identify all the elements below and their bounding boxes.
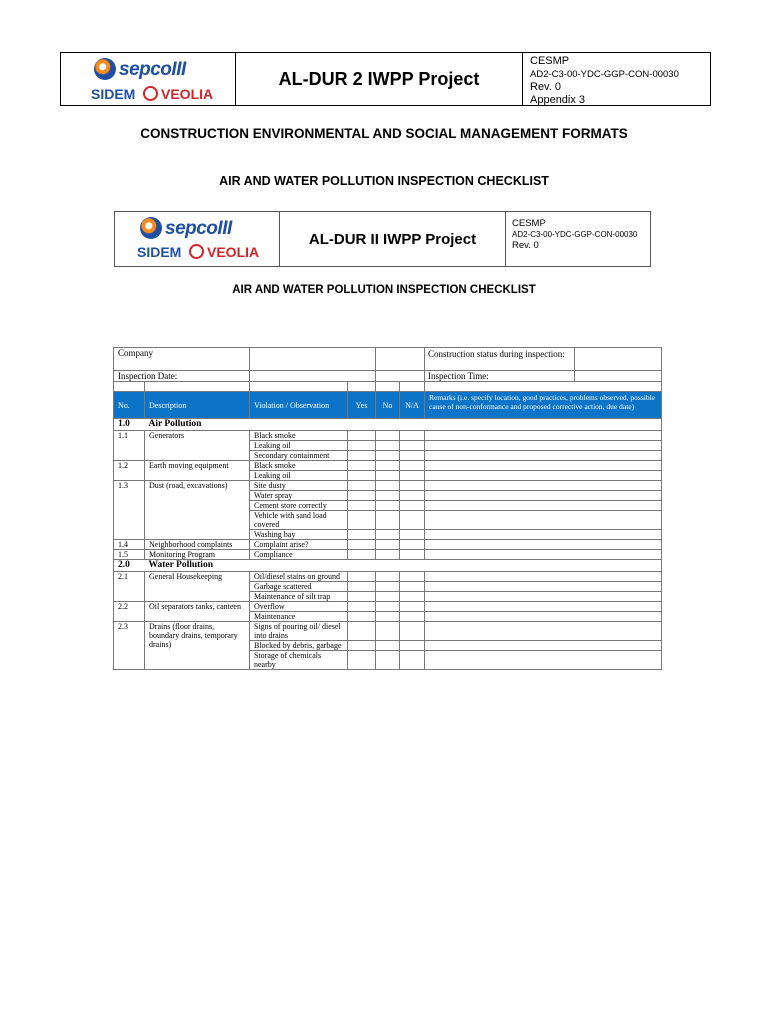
blank-cell [114, 382, 145, 392]
col-header-yes: Yes [348, 392, 376, 419]
na-cell[interactable] [400, 641, 425, 651]
logo-brand-text: sepcoIII [119, 59, 186, 80]
item-description: Earth moving equipment [145, 461, 250, 481]
status-label-spacer [376, 348, 425, 371]
na-cell[interactable] [400, 431, 425, 441]
observation: Compliance [250, 550, 348, 560]
remarks-cell[interactable] [425, 612, 662, 622]
na-cell[interactable] [400, 471, 425, 481]
na-cell[interactable] [400, 612, 425, 622]
na-cell[interactable] [400, 441, 425, 451]
observation: Leaking oil [250, 471, 348, 481]
remarks-cell[interactable] [425, 592, 662, 602]
remarks-cell[interactable] [425, 530, 662, 540]
na-cell[interactable] [400, 511, 425, 530]
remarks-cell[interactable] [425, 651, 662, 670]
yes-cell[interactable] [348, 612, 376, 622]
remarks-cell[interactable] [425, 602, 662, 612]
embedded-header [114, 211, 651, 267]
no-cell[interactable] [376, 582, 400, 592]
na-cell[interactable] [400, 451, 425, 461]
ref-appendix: Appendix 3 [530, 94, 586, 106]
time-value-field[interactable] [575, 371, 661, 381]
veolia-mark-icon [143, 86, 158, 101]
observation: Oil/diesel stains on ground [250, 572, 348, 582]
yes-cell[interactable] [348, 451, 376, 461]
observation: Site dusty [250, 481, 348, 491]
section-title: Air Pollution [145, 419, 425, 431]
date-value-field[interactable] [250, 371, 376, 382]
embedded-sepco-swirl-icon [140, 217, 162, 239]
table-row [114, 622, 662, 641]
col-header-no-col: No [376, 392, 400, 419]
yes-cell[interactable] [348, 491, 376, 501]
date-row [114, 371, 662, 382]
remarks-cell[interactable] [425, 622, 662, 641]
item-description: General Housekeeping [145, 572, 250, 602]
no-cell[interactable] [376, 612, 400, 622]
observation: Maintenance [250, 612, 348, 622]
sepco-swirl-icon [94, 58, 116, 80]
item-number: 1.4 [114, 540, 145, 550]
company-label: Company [114, 348, 250, 371]
embedded-ref-rev: Rev. 0 [512, 240, 539, 251]
yes-cell[interactable] [348, 582, 376, 592]
no-cell[interactable] [376, 441, 400, 451]
company-value-field[interactable] [250, 348, 376, 371]
remarks-cell[interactable] [425, 471, 662, 481]
item-description: Monitoring Program [145, 550, 250, 560]
table-row [114, 431, 662, 441]
remarks-cell[interactable] [425, 582, 662, 592]
na-cell[interactable] [400, 501, 425, 511]
na-cell[interactable] [400, 461, 425, 471]
table-row [114, 540, 662, 550]
item-description: Oil separators tanks, canteen [145, 602, 250, 622]
na-cell[interactable] [400, 602, 425, 612]
blank-cell [425, 382, 662, 392]
date-label: Inspection Date: [114, 371, 250, 382]
observation: Black smoke [250, 461, 348, 471]
yes-cell[interactable] [348, 641, 376, 651]
yes-cell[interactable] [348, 651, 376, 670]
yes-cell[interactable] [348, 481, 376, 491]
section-air-pollution [114, 419, 662, 431]
embedded-document-reference [506, 212, 650, 266]
project-title: AL-DUR 2 IWPP Project [236, 53, 523, 105]
no-cell[interactable] [376, 511, 400, 530]
blank-cell [400, 382, 425, 392]
embedded-logo-veolia-text: VEOLIA [207, 244, 260, 260]
section-spacer [425, 419, 662, 431]
remarks-cell[interactable] [425, 550, 662, 560]
na-cell[interactable] [400, 530, 425, 540]
time-cell [425, 371, 662, 382]
status-cell [425, 348, 662, 371]
section-title: Water Pollution [145, 560, 425, 572]
remarks-cell[interactable] [425, 461, 662, 471]
item-description: Dust (road, excavations) [145, 481, 250, 540]
no-cell[interactable] [376, 481, 400, 491]
time-label-spacer [376, 371, 425, 382]
table-header-row [114, 392, 662, 419]
yes-cell[interactable] [348, 441, 376, 451]
table-row [114, 481, 662, 491]
blank-cell [250, 382, 348, 392]
yes-cell[interactable] [348, 622, 376, 641]
time-label: Inspection Time: [425, 371, 575, 381]
col-header-no: No. [114, 392, 145, 419]
na-cell[interactable] [400, 491, 425, 501]
no-cell[interactable] [376, 471, 400, 481]
no-cell[interactable] [376, 572, 400, 582]
blank-cell [145, 382, 250, 392]
blank-cell [348, 382, 376, 392]
yes-cell[interactable] [348, 461, 376, 471]
na-cell[interactable] [400, 592, 425, 602]
ref-rev: Rev. 0 [530, 81, 561, 93]
na-cell[interactable] [400, 622, 425, 641]
item-number: 1.1 [114, 431, 145, 461]
na-cell[interactable] [400, 540, 425, 550]
remarks-cell[interactable] [425, 572, 662, 582]
blank-cell [376, 382, 400, 392]
remarks-cell[interactable] [425, 451, 662, 461]
observation: Secondary containment [250, 451, 348, 461]
na-cell[interactable] [400, 572, 425, 582]
status-value-field[interactable] [575, 348, 661, 370]
observation: Garbage scattered [250, 582, 348, 592]
table-row [114, 461, 662, 471]
section-water-pollution [114, 560, 662, 572]
section-spacer [425, 560, 662, 572]
embedded-ref-code: AD2-C3-00-YDC-GGP-CON-00030 [512, 230, 638, 239]
item-number: 2.3 [114, 622, 145, 670]
remarks-cell[interactable] [425, 441, 662, 451]
embedded-logo-brand-text: sepcoIII [165, 218, 232, 239]
observation: Storage of chemicals nearby [250, 651, 348, 670]
yes-cell[interactable] [348, 530, 376, 540]
no-cell[interactable] [376, 431, 400, 441]
yes-cell[interactable] [348, 550, 376, 560]
no-cell[interactable] [376, 530, 400, 540]
observation: Vehicle with sand load covered [250, 511, 348, 530]
yes-cell[interactable] [348, 602, 376, 612]
no-cell[interactable] [376, 540, 400, 550]
yes-cell[interactable] [348, 540, 376, 550]
remarks-cell[interactable] [425, 481, 662, 491]
section-number: 1.0 [114, 419, 145, 431]
observation: Signs of pouring oil/ diesel into drains [250, 622, 348, 641]
embedded-checklist-title: AIR AND WATER POLLUTION INSPECTION CHECKLIST [232, 284, 536, 296]
col-header-remarks: Remarks (i.e. specify location, good practices, problems observed, possible cause of non-conformance and proposed corrective action, due date) [425, 392, 662, 419]
table-row [114, 550, 662, 560]
observation: Blocked by debris, garbage [250, 641, 348, 651]
document-header [60, 52, 711, 106]
col-header-violation: Violation / Observation [250, 392, 348, 419]
observation: Cement store correctly [250, 501, 348, 511]
observation: Maintenance of silt trap [250, 592, 348, 602]
section-number: 2.0 [114, 560, 145, 572]
no-cell[interactable] [376, 602, 400, 612]
embedded-logo-sidem-text: SIDEM [137, 244, 182, 260]
ref-label: CESMP [530, 55, 570, 67]
ref-code: AD2-C3-00-YDC-GGP-CON-00030 [530, 69, 679, 80]
sub-heading: AIR AND WATER POLLUTION INSPECTION CHECKLIST [219, 174, 549, 188]
embedded-veolia-mark-icon [189, 244, 204, 259]
item-number: 1.5 [114, 550, 145, 560]
embedded-project-title: AL-DUR II IWPP Project [280, 212, 506, 266]
document-reference [523, 53, 710, 105]
logo-veolia-text: VEOLIA [161, 86, 214, 102]
yes-cell[interactable] [348, 572, 376, 582]
remarks-cell[interactable] [425, 431, 662, 441]
embedded-company-logo [115, 212, 280, 266]
no-cell[interactable] [376, 491, 400, 501]
blank-info-row [114, 382, 662, 392]
yes-cell[interactable] [348, 592, 376, 602]
item-number: 1.3 [114, 481, 145, 540]
yes-cell[interactable] [348, 511, 376, 530]
item-description: Drains (floor drains, boundary drains, temporary drains) [145, 622, 250, 670]
item-number: 2.2 [114, 602, 145, 622]
remarks-cell[interactable] [425, 491, 662, 501]
item-description: Neighborhood complaints [145, 540, 250, 550]
observation: Overflow [250, 602, 348, 612]
observation: Leaking oil [250, 441, 348, 451]
main-heading: CONSTRUCTION ENVIRONMENTAL AND SOCIAL MANAGEMENT FORMATS [140, 126, 628, 141]
no-cell[interactable] [376, 550, 400, 560]
no-cell[interactable] [376, 501, 400, 511]
inspection-checklist-table [113, 347, 662, 670]
no-cell[interactable] [376, 641, 400, 651]
embedded-ref-label: CESMP [512, 218, 546, 229]
no-cell[interactable] [376, 651, 400, 670]
item-number: 1.2 [114, 461, 145, 481]
yes-cell[interactable] [348, 501, 376, 511]
na-cell[interactable] [400, 582, 425, 592]
no-cell[interactable] [376, 622, 400, 641]
company-logo [61, 53, 236, 105]
no-cell[interactable] [376, 461, 400, 471]
table-row [114, 602, 662, 612]
na-cell[interactable] [400, 550, 425, 560]
logo-sidem-text: SIDEM [91, 86, 136, 102]
observation: Washing bay [250, 530, 348, 540]
remarks-cell[interactable] [425, 540, 662, 550]
remarks-cell[interactable] [425, 641, 662, 651]
col-header-na: N/A [400, 392, 425, 419]
yes-cell[interactable] [348, 471, 376, 481]
observation: Water spray [250, 491, 348, 501]
observation: Complaint arise? [250, 540, 348, 550]
status-label: Construction status during inspection: [425, 348, 575, 370]
item-number: 2.1 [114, 572, 145, 602]
no-cell[interactable] [376, 592, 400, 602]
item-description: Generators [145, 431, 250, 461]
table-row [114, 572, 662, 582]
remarks-cell[interactable] [425, 501, 662, 511]
na-cell[interactable] [400, 481, 425, 491]
na-cell[interactable] [400, 651, 425, 670]
remarks-cell[interactable] [425, 511, 662, 530]
col-header-description: Description [145, 392, 250, 419]
company-row [114, 348, 662, 371]
no-cell[interactable] [376, 451, 400, 461]
observation: Black smoke [250, 431, 348, 441]
yes-cell[interactable] [348, 431, 376, 441]
